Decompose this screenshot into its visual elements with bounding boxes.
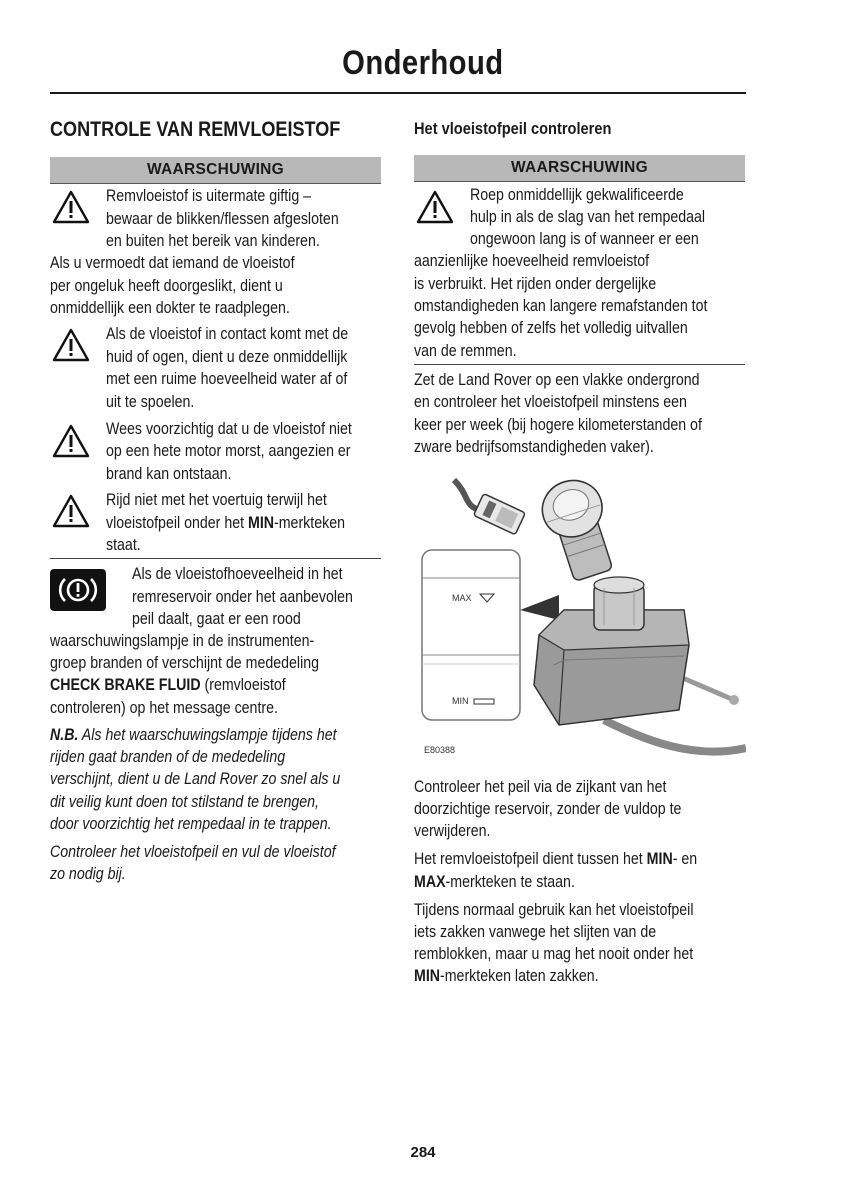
max-mark-label: MAX <box>452 593 472 603</box>
note-text-line: N.B. Als het waarschuwingslampje tijdens het <box>50 726 337 744</box>
figure-code: E80388 <box>424 745 456 755</box>
warning-text-line: op een hete motor morst, aangezien er <box>106 442 351 460</box>
warning-text-line: per ongeluk heeft doorgeslikt, dient u <box>50 277 283 295</box>
warning-text-line: bewaar de blikken/flessen afgesloten <box>106 210 339 228</box>
body-text-line: doorzichtige reservoir, zonder de vuldop te <box>414 800 682 818</box>
body-text-line: Tijdens normaal gebruik kan het vloeistofpeil <box>414 901 694 919</box>
warning-header: WAARSCHUWING <box>50 157 381 184</box>
body-text-line: CHECK BRAKE FLUID (remvloeistof <box>50 676 286 694</box>
brake-fluid-reservoir-figure <box>414 470 746 770</box>
subsection-heading: Het vloeistofpeil controleren <box>414 119 612 138</box>
warning-text-line: aanzienlijke hoeveelheid remvloeistof <box>414 252 650 270</box>
warning-text-line: brand kan ontstaan. <box>106 465 232 483</box>
body-text-line: peil daalt, gaat er een rood <box>132 610 301 628</box>
warning-text-line: is verbruikt. Het rijden onder dergelijke <box>414 275 657 293</box>
note-text-line: dit veilig kunt doen tot stilstand te brengen, <box>50 793 320 811</box>
warning-text-line: van de remmen. <box>414 342 517 360</box>
warning-text-line: Als de vloeistof in contact komt met de <box>106 325 349 343</box>
note-text-line: door voorzichtig het rempedaal in te trappen. <box>50 815 332 833</box>
warning-triangle-icon <box>52 424 90 458</box>
body-text-line: waarschuwingslampje in de instrumenten- <box>50 632 315 650</box>
warning-text-line: Remvloeistof is uitermate giftig – <box>106 187 312 205</box>
page-title: Onderhoud <box>342 44 504 82</box>
body-text-line: iets zakken vanwege het slijten van de <box>414 923 657 941</box>
body-text-line: controleren) op het message centre. <box>50 699 278 717</box>
warning-triangle-icon <box>52 328 90 362</box>
warning-triangle-icon <box>52 494 90 528</box>
page-number: 284 <box>410 1144 436 1161</box>
body-text-line: verwijderen. <box>414 822 491 840</box>
note-text-line: verschijnt, dient u de Land Rover zo snel als u <box>50 770 341 788</box>
body-text-line: Controleer het vloeistofpeil en vul de vloeistof <box>50 843 336 861</box>
warning-text-line: gevolg hebben of zelfs het volledig uitvallen <box>414 319 688 337</box>
min-mark-label: MIN <box>452 696 469 706</box>
body-text-line: MIN-merkteken laten zakken. <box>414 967 599 985</box>
warning-text-line: ongewoon lang is of wanneer er een <box>470 230 699 248</box>
warning-text-line: omstandigheden kan langere remafstanden tot <box>414 297 708 315</box>
body-text-line: Controleer het peil via de zijkant van het <box>414 778 667 796</box>
warning-text-line: en buiten het bereik van kinderen. <box>106 232 320 250</box>
body-text-line: remblokken, maar u mag het nooit onder het <box>414 945 694 963</box>
section-heading: CONTROLE VAN REMVLOEISTOF <box>50 118 341 141</box>
warning-text-line: Als u vermoedt dat iemand de vloeistof <box>50 254 295 272</box>
section-divider <box>414 364 745 365</box>
warning-text-line: met een ruime hoeveelheid water af of <box>106 370 348 388</box>
section-divider <box>50 558 381 559</box>
warning-triangle-icon <box>52 190 90 224</box>
body-text-line: zware bedrijfsomstandigheden vaker). <box>414 438 654 456</box>
body-text-line: MAX-merkteken te staan. <box>414 873 575 891</box>
warning-text-line: huid of ogen, dient u deze onmiddellijk <box>106 348 348 366</box>
warning-text-line: Roep onmiddellijk gekwalificeerde <box>470 186 684 204</box>
note-text-line: rijden gaat branden of de mededeling <box>50 748 286 766</box>
title-divider <box>50 92 746 94</box>
warning-text-line: staat. <box>106 536 141 554</box>
warning-triangle-icon <box>416 190 454 224</box>
body-text-line: remreservoir onder het aanbevolen <box>132 588 353 606</box>
warning-text-line: hulp in als de slag van het rempedaal <box>470 208 706 226</box>
warning-text-line: Wees voorzichtig dat u de vloeistof niet <box>106 420 352 438</box>
warning-header: WAARSCHUWING <box>414 155 745 182</box>
body-text-line: Als de vloeistofhoeveelheid in het <box>132 565 343 583</box>
warning-text-line: onmiddellijk een dokter te raadplegen. <box>50 299 290 317</box>
body-text-line: Zet de Land Rover op een vlakke ondergrond <box>414 371 700 389</box>
body-text-line: en controleer het vloeistofpeil minstens een <box>414 393 687 411</box>
body-text-line: zo nodig bij. <box>50 865 126 883</box>
body-text-line: keer per week (bij hogere kilometerstanden of <box>414 416 702 434</box>
body-text-line: Het remvloeistofpeil dient tussen het MIN- en <box>414 850 698 868</box>
body-text-line: groep branden of verschijnt de mededeling <box>50 654 320 672</box>
warning-text-line: vloeistofpeil onder het MIN-merkteken <box>106 514 345 532</box>
brake-warning-lamp-icon <box>50 569 106 611</box>
warning-text-line: uit te spoelen. <box>106 393 195 411</box>
warning-text-line: Rijd niet met het voertuig terwijl het <box>106 491 327 509</box>
